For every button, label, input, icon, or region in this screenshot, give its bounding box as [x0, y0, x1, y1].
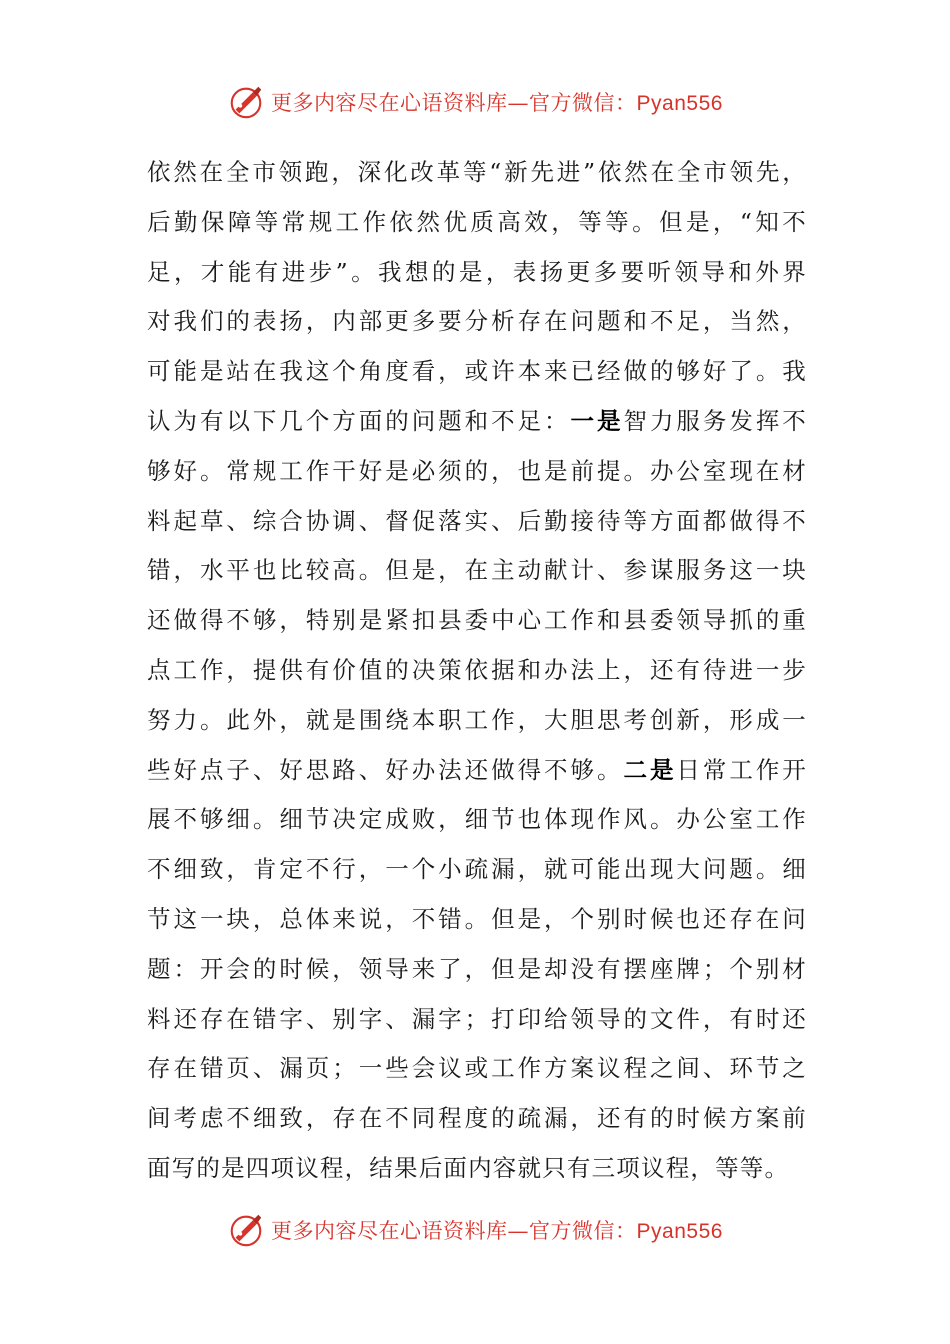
text-line	[147, 945, 807, 995]
text-line	[147, 646, 807, 696]
text-segment: 料起草、综合协调、督促落实、后勤接待等方面都做得不	[147, 506, 807, 535]
text-segment: 依然在全市领跑，深化改革等“新先进”依然在全市领先，	[147, 158, 807, 186]
text-segment: 面写的是四项议程，结果后面内容就只有三项议程，等等。	[147, 1153, 790, 1182]
text-line	[147, 347, 807, 397]
text-segment: 料还存在错字、别字、漏字；打印给领导的文件，有时还	[147, 1004, 807, 1033]
watermark-prefix: 更多内容尽在心语资料库—官方微信：	[271, 1219, 637, 1243]
bold-marker: 一是	[570, 406, 624, 435]
text-line	[147, 447, 807, 497]
text-line	[147, 795, 807, 845]
watermark-handle: Pyan556	[636, 1220, 723, 1243]
watermark-handle: Pyan556	[636, 92, 723, 115]
text-line	[147, 1044, 807, 1094]
text-line	[147, 1144, 807, 1194]
text-line	[147, 596, 807, 646]
text-segment: 对我们的表扬，内部更多要分析存在问题和不足，当然，	[147, 307, 807, 336]
pen-logo-icon	[227, 83, 265, 121]
text-line	[147, 148, 807, 198]
text-line	[147, 995, 807, 1045]
text-segment: 后勤保障等常规工作依然优质高效，等等。但是，“知不	[147, 207, 807, 236]
watermark-text	[271, 87, 723, 117]
header-watermark	[0, 82, 950, 122]
document-body	[147, 148, 807, 1194]
text-segment: 智力服务发挥不	[623, 406, 808, 435]
text-segment: 题：开会的时候，领导来了，但是却没有摆座牌；个别材	[147, 954, 807, 983]
pen-logo-icon	[227, 1211, 265, 1249]
text-segment: 些好点子、好思路、好办法还做得不够。	[147, 755, 624, 784]
text-segment: 认为有以下几个方面的问题和不足：	[147, 406, 571, 435]
text-segment: 存在错页、漏页；一些会议或工作方案议程之间、环节之	[147, 1054, 807, 1083]
text-line	[147, 1094, 807, 1144]
text-line	[147, 546, 807, 596]
text-segment: 节这一块，总体来说，不错。但是，个别时候也还存在问	[147, 904, 807, 933]
text-segment: 努力。此外，就是围绕本职工作，大胆思考创新，形成一	[147, 705, 807, 734]
text-segment: 错，水平也比较高。但是，在主动献计、参谋服务这一块	[147, 556, 807, 585]
text-line	[147, 198, 807, 248]
footer-watermark	[0, 1210, 950, 1250]
text-line	[147, 895, 807, 945]
text-line	[147, 746, 807, 796]
watermark-text	[271, 1215, 723, 1245]
text-segment: 间考虑不细致，存在不同程度的疏漏，还有的时候方案前	[147, 1104, 807, 1133]
text-line	[147, 297, 807, 347]
bold-marker: 二是	[623, 755, 677, 784]
text-segment: 还做得不够，特别是紧扣县委中心工作和县委领导抓的重	[147, 606, 807, 635]
text-segment: 展不够细。细节决定成败，细节也体现作风。办公室工作	[147, 805, 807, 834]
text-segment: 点工作，提供有价值的决策依据和办法上，还有待进一步	[147, 655, 807, 684]
text-segment: 日常工作开	[676, 755, 808, 784]
text-segment: 可能是站在我这个角度看，或许本来已经做的够好了。我	[147, 357, 807, 386]
text-line	[147, 497, 807, 547]
text-line	[147, 845, 807, 895]
text-line	[147, 696, 807, 746]
text-segment: 足，才能有进步”。我想的是，表扬更多要听领导和外界	[147, 257, 807, 286]
text-segment: 够好。常规工作干好是必须的，也是前提。办公室现在材	[147, 456, 807, 485]
watermark-prefix: 更多内容尽在心语资料库—官方微信：	[271, 91, 637, 115]
text-line	[147, 397, 807, 447]
text-segment: 不细致，肯定不行，一个小疏漏，就可能出现大问题。细	[147, 855, 807, 884]
text-line	[147, 248, 807, 298]
